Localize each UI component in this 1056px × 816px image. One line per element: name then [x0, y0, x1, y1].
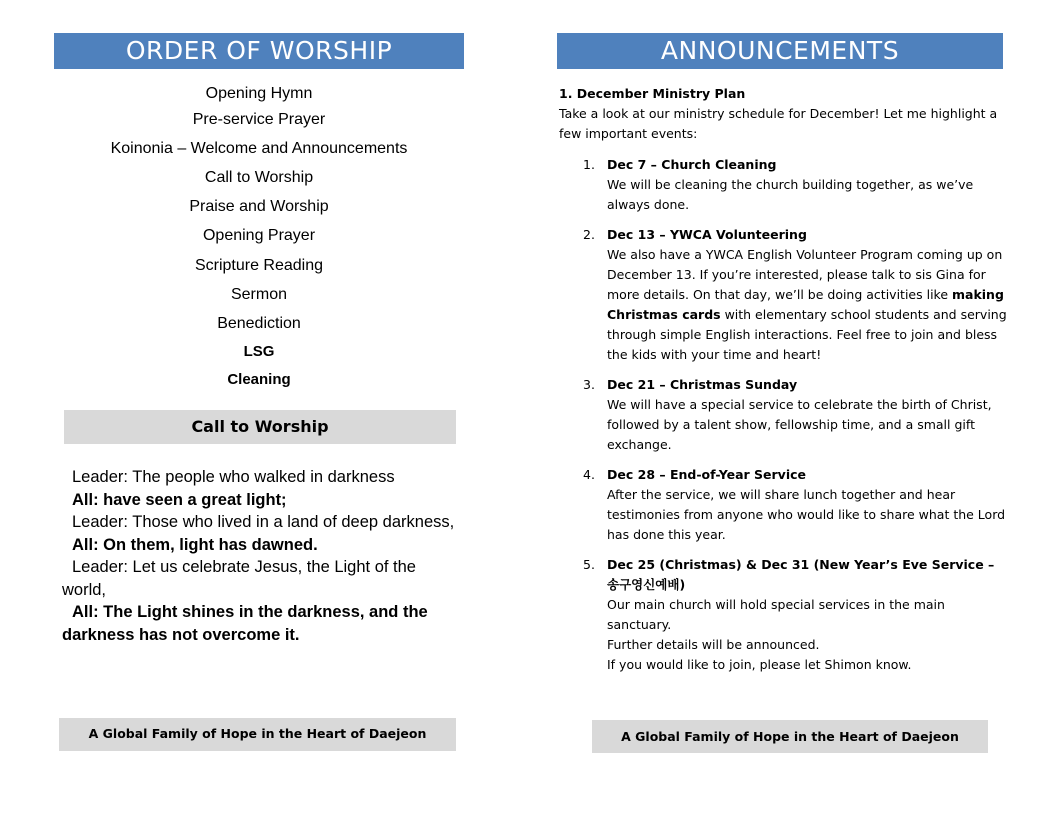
event-body: [607, 245, 1009, 365]
event-body-line: If you would like to join, please let Shimon know.: [607, 657, 912, 672]
order-item: Koinonia – Welcome and Announcements: [110, 140, 408, 157]
responsive-reading: [62, 466, 462, 646]
event-body: We will have a special service to celebrate the birth of Christ, followed by a talent show, fellowship time, and a small gift exchange.: [607, 397, 992, 452]
order-item: Pre-service Prayer: [192, 111, 326, 128]
event-number: 2.: [583, 227, 595, 242]
order-item: Benediction: [217, 315, 301, 332]
event-item: [559, 155, 1009, 215]
order-item: Sermon: [230, 286, 288, 303]
event-number: 4.: [583, 467, 595, 482]
event-title: Dec 13 – YWCA Volunteering: [607, 227, 807, 242]
announcements-banner: ANNOUNCEMENTS: [557, 33, 1003, 69]
event-body-line: Our main church will hold special services in the main sanctuary.: [607, 597, 945, 632]
order-item: Scripture Reading: [194, 257, 324, 274]
event-number: 1.: [583, 157, 595, 172]
order-item: Call to Worship: [204, 169, 314, 186]
event-body-emphasis: making Christmas cards: [607, 287, 1004, 322]
order-of-worship-banner: ORDER OF WORSHIP: [54, 33, 464, 69]
event-number: 3.: [583, 377, 595, 392]
event-item: [559, 465, 1009, 545]
reading-line-all: All: The Light shines in the darkness, and the darkness has not overcome it.: [62, 603, 428, 644]
event-body-line: Further details will be announced.: [607, 637, 820, 652]
reading-line-all: All: have seen a great light;: [72, 490, 287, 509]
order-item: LSG: [243, 343, 275, 360]
event-list: [559, 155, 1009, 675]
event-body-text: with elementary school students and serving through simple English interactions. Feel free to join and bless the kids with your time and heart!: [607, 307, 1007, 362]
event-item: [559, 375, 1009, 455]
reading-line-leader: Leader: The people who walked in darkness: [72, 468, 395, 486]
order-item: Opening Prayer: [202, 227, 316, 244]
event-body-text: We also have a YWCA English Volunteer Program coming up on December 13. If you’re interested, please talk to sis Gina for more details. On that day, we’ll be doing activities like: [607, 247, 1003, 302]
order-item: Praise and Worship: [189, 198, 329, 215]
event-body: We will be cleaning the church building together, as we’ve always done.: [607, 177, 974, 212]
announcements-body: [559, 84, 1009, 685]
reading-line-leader: Leader: Let us celebrate Jesus, the Light of the world,: [62, 558, 416, 599]
event-body: After the service, we will share lunch together and hear testimonies from anyone who would like to share what the Lord has done this year.: [607, 487, 1006, 542]
event-title: Dec 28 – End-of-Year Service: [607, 467, 806, 482]
event-title: Dec 7 – Church Cleaning: [607, 157, 777, 172]
footer-tagline: A Global Family of Hope in the Heart of Daejeon: [59, 718, 456, 751]
event-title: Dec 25 (Christmas) & Dec 31 (New Year’s Eve Service – 송구영신예배): [607, 557, 995, 592]
reading-line-leader: Leader: Those who lived in a land of deep darkness,: [72, 513, 455, 531]
intro-text: Take a look at our ministry schedule for December! Let me highlight a few important events:: [559, 106, 998, 141]
event-item: [559, 225, 1009, 365]
event-body: [607, 595, 1009, 675]
section-title: 1. December Ministry Plan: [559, 86, 746, 101]
event-number: 5.: [583, 557, 595, 572]
event-title: Dec 21 – Christmas Sunday: [607, 377, 798, 392]
reading-line-all: All: On them, light has dawned.: [72, 535, 318, 554]
event-item: [559, 555, 1009, 675]
footer-tagline: A Global Family of Hope in the Heart of Daejeon: [592, 720, 988, 753]
order-item: Cleaning: [227, 371, 291, 388]
order-item: Opening Hymn: [205, 85, 313, 102]
call-to-worship-heading: Call to Worship: [64, 410, 456, 444]
